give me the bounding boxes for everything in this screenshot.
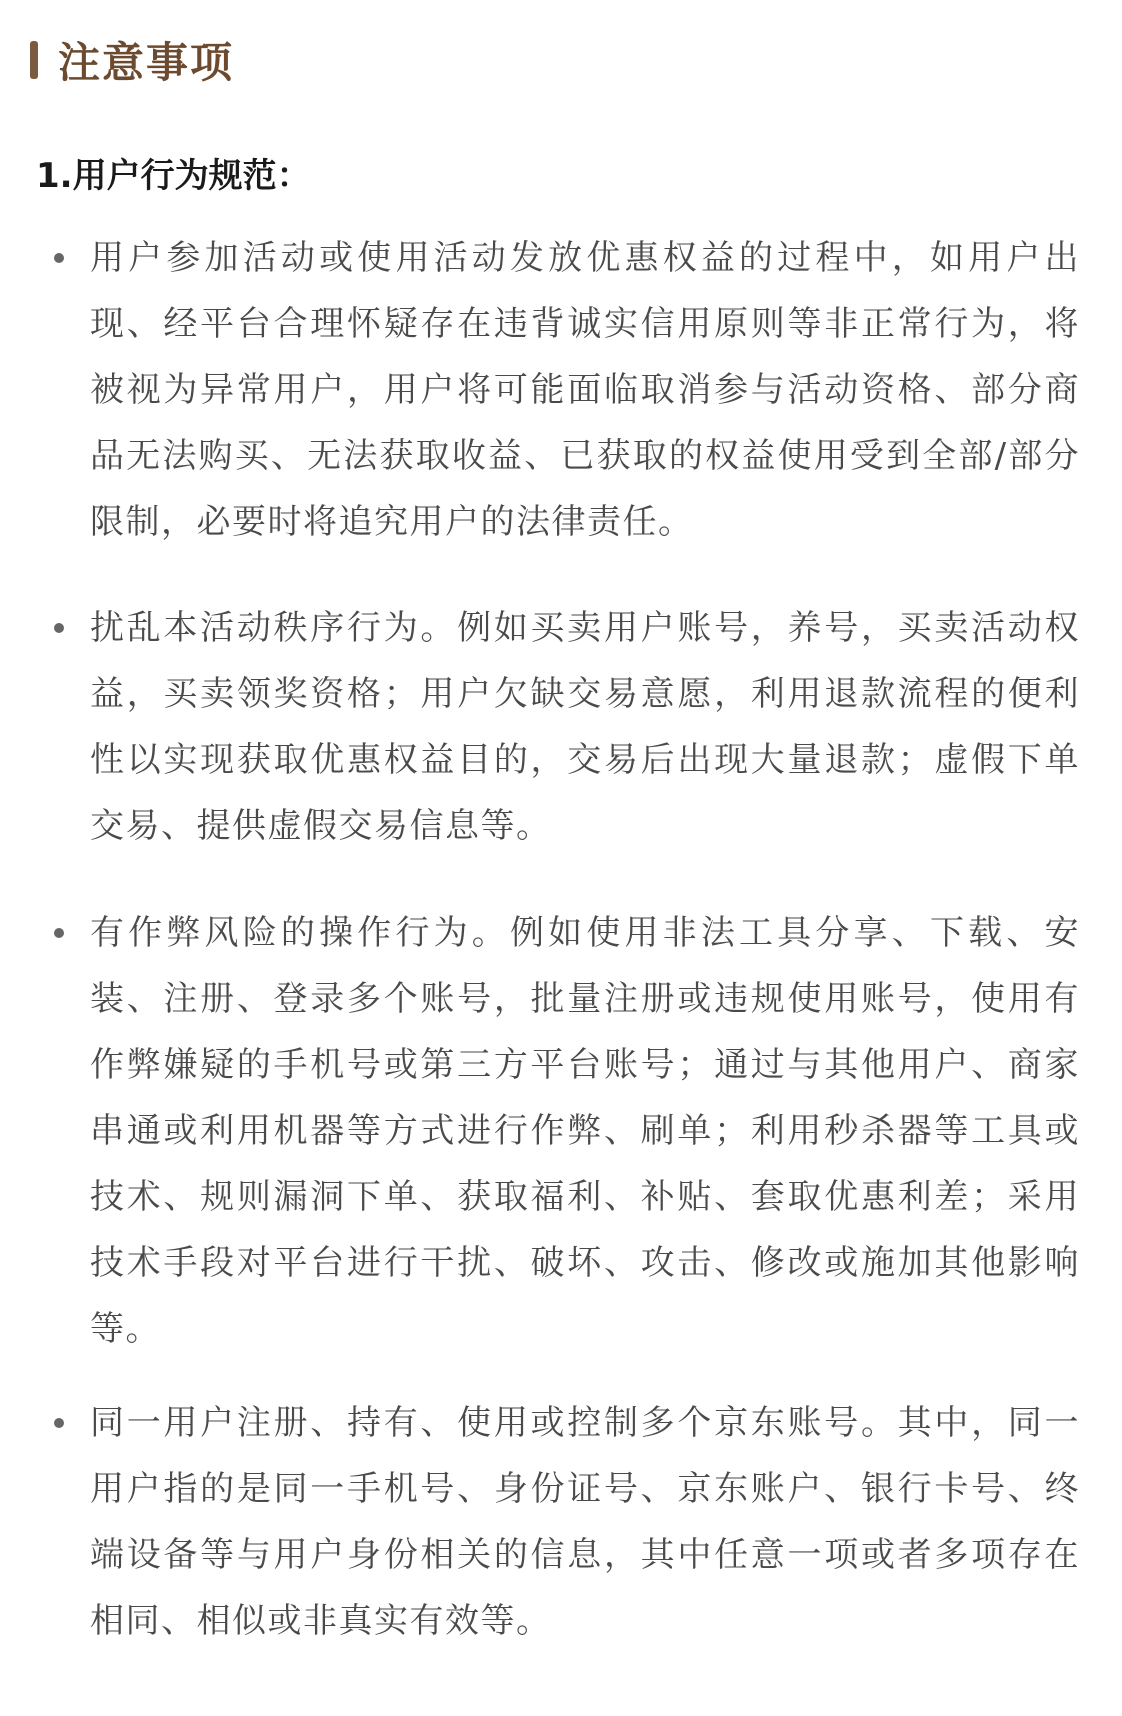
- rule-text: 同一用户注册、持有、使用或控制多个京东账号。其中，同一用户指的是同一手机号、身份证号、京东账户、银行卡号、终端设备等与用户身份相关的信息，其中任意一项或者多项存在相同、相似或非真实有效等。: [90, 1403, 1080, 1641]
- rule-text: 有作弊风险的操作行为。例如使用非法工具分享、下载、安装、注册、登录多个账号，批量注册或违规使用账号，使用有作弊嫌疑的手机号或第三方平台账号；通过与其他用户、商家串通或利用机器等方式进行作弊、刷单；利用秒杀器等工具或技术、规则漏洞下单、获取福利、补贴、套取优惠利差；采用技术手段对平台进行干扰、破坏、攻击、修改或施加其他影响等。: [90, 913, 1080, 1349]
- rule-text: 用户参加活动或使用活动发放优惠权益的过程中，如用户出现、经平台合理怀疑存在违背诚实信用原则等非正常行为，将被视为异常用户，用户将可能面临取消参与活动资格、部分商品无法购买、无法获取收益、已获取的权益使用受到全部/部分限制，必要时将追究用户的法律责任。: [90, 238, 1080, 542]
- rule-text: 扰乱本活动秩序行为。例如买卖用户账号，养号，买卖活动权益，买卖领奖资格；用户欠缺交易意愿，利用退款流程的便利性以实现获取优惠权益目的，交易后出现大量退款；虚假下单交易、提供虚假交易信息等。: [90, 608, 1080, 846]
- section-accent-bar: [30, 41, 38, 79]
- bullet-dot-icon: [54, 928, 64, 938]
- bullet-dot-icon: [54, 1418, 64, 1428]
- bullet-dot-icon: [54, 623, 64, 633]
- rules-heading: 1.用户行为规范：: [36, 156, 311, 196]
- bullet-dot-icon: [54, 253, 64, 263]
- section-title: 注意事项: [58, 38, 235, 87]
- section-header: [30, 30, 234, 90]
